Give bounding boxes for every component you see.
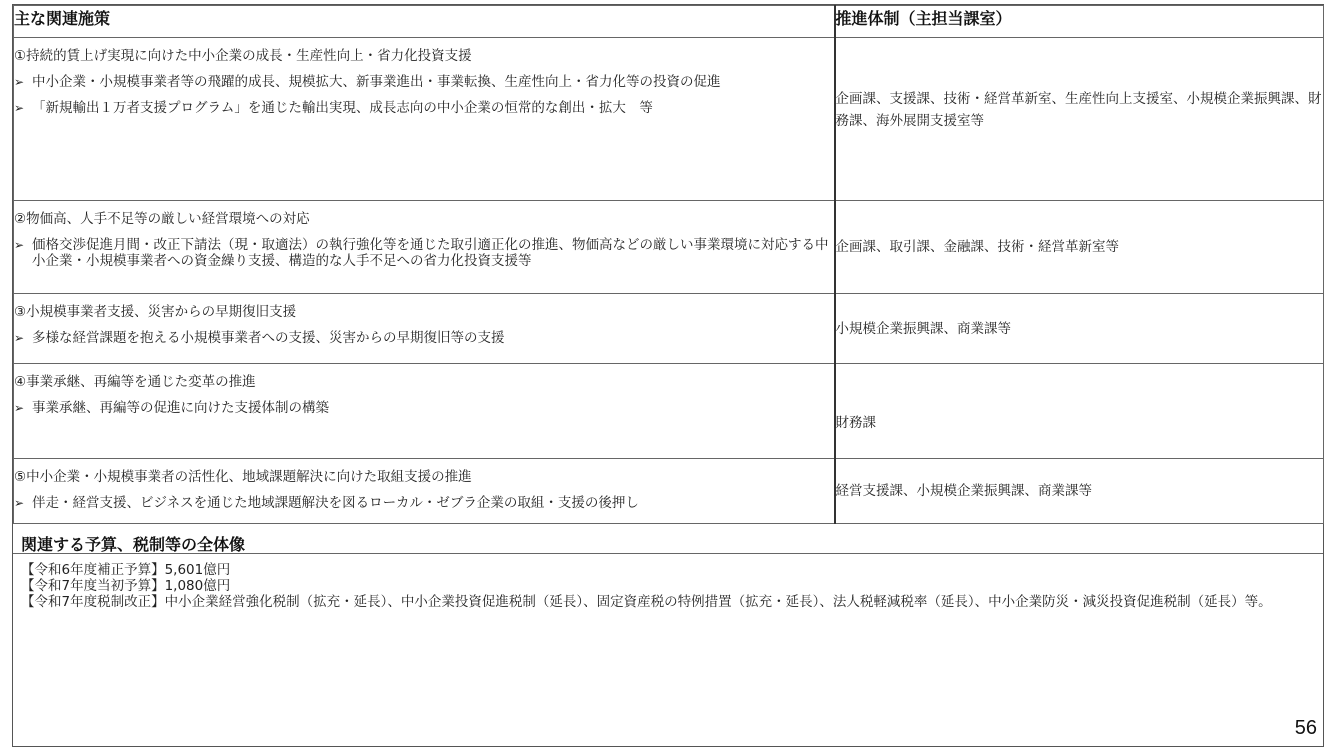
owner-cell <box>835 364 1324 459</box>
budget-body <box>13 554 1323 610</box>
header-related-measures: 主な関連施策 <box>14 6 835 38</box>
measure-cell <box>14 294 835 364</box>
measure-title: ②物価高、人手不足等の厳しい経営環境への対応 <box>14 211 310 227</box>
measure-bullet-text: 「新規輸出１万者支援プログラム」を通じた輸出実現、成長志向の中小企業の恒常的な創出・拡大 等 <box>32 100 653 116</box>
arrow-bullet-icon: ➢ <box>14 101 25 115</box>
owner-text: 経営支援課、小規模企業振興課、商業課等 <box>835 483 1092 499</box>
budget-title: 関連する予算、税制等の全体像 <box>13 524 1323 554</box>
measure-title: ④事業承継、再編等を通じた変革の推進 <box>14 374 256 390</box>
measure-title: ⑤中小企業・小規模事業者の活性化、地域課題解決に向けた取組支援の推進 <box>14 469 472 485</box>
measure-title: ①持続的賃上げ実現に向けた中小企業の成長・生産性向上・省力化投資支援 <box>14 48 472 64</box>
arrow-bullet-icon: ➢ <box>14 75 25 89</box>
arrow-bullet-icon: ➢ <box>14 496 25 510</box>
page-number: 56 <box>1294 717 1317 739</box>
owner-cell <box>835 459 1324 524</box>
owner-text: 財務課 <box>835 415 876 431</box>
measure-bullet-text: 事業承継、再編等の促進に向けた支援体制の構築 <box>32 400 329 416</box>
measure-cell <box>14 459 835 524</box>
budget-line: 【令和6年度補正予算】5,601億円 <box>21 562 231 578</box>
measure-title: ③小規模事業者支援、災害からの早期復旧支援 <box>14 304 297 320</box>
owner-cell <box>835 38 1324 201</box>
budget-section <box>13 524 1323 610</box>
measure-cell <box>14 38 835 201</box>
list-item <box>14 400 834 416</box>
table-row <box>14 294 1324 364</box>
arrow-bullet-icon: ➢ <box>14 238 25 252</box>
list-item <box>14 237 834 269</box>
budget-line: 【令和7年度税制改正】中小企業経営強化税制（拡充・延長）、中小企業投資促進税制（延長）、固定資産税の特例措置（拡充・延長）、法人税軽減税率（延長）、中小企業防災・減災投資促進税制（延長）等。 <box>21 594 1272 610</box>
arrow-bullet-icon: ➢ <box>14 401 25 415</box>
measure-bullet-text: 多様な経営課題を抱える小規模事業者への支援、災害からの早期復旧等の支援 <box>32 330 505 346</box>
list-item <box>14 100 834 116</box>
header-promotion-system: 推進体制（主担当課室） <box>835 6 1324 38</box>
measure-bullet-text: 価格交渉促進月間・改正下請法（現・取適法）の執行強化等を通じた取引適正化の推進、物価高などの厳しい事業環境に対応する中小企業・小規模事業者への資金繰り支援、構造的な人手不足への省力化投資支援等 <box>32 237 829 269</box>
list-item <box>14 74 834 90</box>
owner-cell <box>835 201 1324 294</box>
measure-cell <box>14 201 835 294</box>
policy-table <box>13 5 1324 524</box>
list-item <box>14 495 834 511</box>
owner-cell <box>835 294 1324 364</box>
table-row <box>14 459 1324 524</box>
owner-text: 企画課、取引課、金融課、技術・経営革新室等 <box>835 239 1119 255</box>
table-row <box>14 364 1324 459</box>
table-row <box>14 38 1324 201</box>
owner-text: 企画課、支援課、技術・経営革新室、生産性向上支援室、小規模企業振興課、財務課、海外展開支援室等 <box>835 91 1322 129</box>
policy-slide <box>12 4 1324 747</box>
budget-line: 【令和7年度当初予算】1,080億円 <box>21 578 231 594</box>
list-item <box>14 330 834 346</box>
owner-text: 小規模企業振興課、商業課等 <box>835 320 1011 337</box>
measure-bullet-text: 伴走・経営支援、ビジネスを通じた地域課題解決を図るローカル・ゼブラ企業の取組・支援の後押し <box>32 495 639 511</box>
arrow-bullet-icon: ➢ <box>14 331 25 345</box>
measure-cell <box>14 364 835 459</box>
table-row <box>14 201 1324 294</box>
measure-bullet-text: 中小企業・小規模事業者等の飛躍的成長、規模拡大、新事業進出・事業転換、生産性向上・省力化等の投資の促進 <box>32 74 721 90</box>
